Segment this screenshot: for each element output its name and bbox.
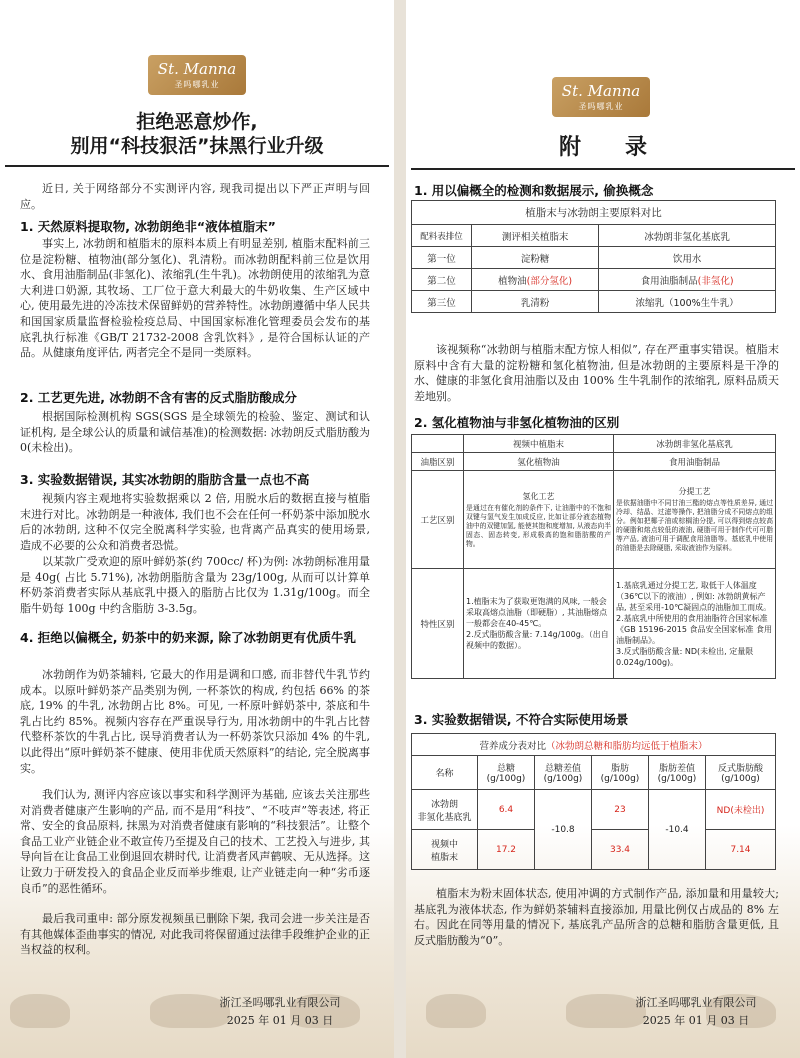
table-cell: 氢化植物油 — [464, 453, 614, 471]
logo-brand-text: St. Manna — [157, 60, 237, 78]
table-row — [412, 790, 776, 830]
table-row-label: 特性区别 — [412, 569, 464, 679]
cell-text: 1.基底乳通过分提工艺, 取低于人体温度（36℃以下的液油）, 例如: 冰勃朗黄标产品, 甚至采用-10℃凝固点的油脂加工而成。 2.基底乳中所使用的食用油脂符合国家标准《GB 15196-2015 食品安全国家标准 食用油脂制品》。 3.反式脂肪酸含量: ND(未检出, 定量限0.024g/100g)。 — [616, 580, 773, 667]
table-caption: 植脂末与冰勃朗主要原料对比 — [412, 201, 776, 225]
signature-date: 2025 年 01 月 03 日 — [642, 1014, 750, 1027]
section-3-body-2: 以某款广受欢迎的原叶鲜奶茶(约 700cc/ 杯)为例: 冰勃朗标准用量是 40g( 占比 5.71%), 冰勃朗脂肪含量为 23g/100g, 从而可以计算单杯奶茶消费者实际从基底乳中摄入的脂肪占比仅为 1.31g/100g。而全脂牛奶每 100g 中约含脂肪 3-3.5g。 — [20, 555, 370, 615]
cell-red-note: (非氢化) — [697, 275, 734, 287]
table-row — [412, 453, 776, 471]
table-cell: 食用油脂制品 — [614, 453, 776, 471]
table-header-cell: 测评相关植脂末 — [472, 225, 599, 247]
cow-background-illustration — [426, 994, 486, 1028]
cell-text: 食用油脂制品 — [640, 275, 698, 287]
caption-red-note: （冰勃朗总糖和脂肪均远低于植脂末） — [546, 740, 708, 752]
caption-text: 营养成分表对比 — [479, 740, 546, 752]
cell-text: 淀粉糖 — [520, 253, 550, 265]
table-cell: 第三位 — [412, 291, 472, 313]
table-cell: -10.8 — [535, 790, 592, 870]
table-cell: 第一位 — [412, 247, 472, 269]
cow-background-illustration — [10, 994, 70, 1028]
appendix-title: 附 录 — [558, 135, 647, 160]
table-cell — [614, 569, 776, 679]
cell-text: 是依据油脂中不同甘油三酯的熔点等性质差异, 通过冷却、结晶、过滤等操作, 把油脂分成不同熔点的组分。例如把椰子油或棕榈油分提, 可以得到熔点较高的硬脂和熔点较低的液油, 硬脂可用于制作代可可脂等产品, 液油可用于调配食用油脂等。基底乳中使用的油脂是去除硬脂, 采取液油作为原料。 — [616, 499, 773, 552]
signature-company: 浙江圣吗哪乳业有限公司 — [635, 996, 757, 1009]
appendix-section-3-body: 植脂末为粉末固体状态, 使用冲调的方式制作产品, 添加量和用量较大; 基底乳为液体状态, 作为鲜奶茶辅料直接添加, 用量比例仅占成品的 8% 左右。因此在同等用量的情况下, 基底乳产品所含的总糖和脂肪含量更低, 且反式脂肪酸为“0”。 — [414, 887, 779, 947]
table-header-cell: 脂肪差值 (g/100g) — [649, 756, 706, 790]
table-cell — [599, 269, 776, 291]
table-cell: 6.4 — [478, 790, 535, 830]
signature-date: 2025 年 01 月 03 日 — [226, 1014, 334, 1027]
table-cell — [472, 247, 599, 269]
section-2-heading: 2. 工艺更先进, 冰勃朗不含有害的反式脂肪酸成分 — [20, 390, 297, 405]
table-header-cell: 名称 — [412, 756, 478, 790]
table-header-cell: 视频中植脂末 — [464, 435, 614, 453]
table-cell — [614, 471, 776, 569]
appendix-section-3-heading: 3. 实验数据错误, 不符合实际使用场景 — [414, 712, 629, 727]
page-title — [0, 110, 394, 158]
table-cell — [599, 291, 776, 313]
table-cell: ND(未检出) — [706, 790, 776, 830]
table-cell — [464, 569, 614, 679]
cell-text: 是通过在有催化剂的条件下, 让油脂中的不饱和双键与氢气发生加成反应, 比如让部分液态植物油中的双键加氢, 能使其饱和度增加, 从液态向半固态、固态转变, 形成极高的饱和脂肪酸的产物。 — [466, 503, 611, 548]
logo-chinese-text: 圣吗哪乳业 — [174, 80, 220, 89]
table-row — [412, 291, 776, 313]
table-row-label: 工艺区别 — [412, 471, 464, 569]
section-4-heading: 4. 拒绝以偏概全, 奶茶中的奶来源, 除了冰勃朗更有优质牛乳 — [20, 630, 356, 645]
oil-comparison-table — [411, 434, 776, 679]
table-caption — [412, 734, 776, 756]
section-2-body: 根据国际检测机构 SGS(SGS 是全球领先的检验、鉴定、测试和认证机构, 是全球公认的质量和诚信基准)的检测数据: 冰勃朗反式脂肪酸为 0(未检出)。 — [20, 410, 370, 455]
table-cell: -10.4 — [649, 790, 706, 870]
table-cell: 第二位 — [412, 269, 472, 291]
table-cell: 7.14 — [706, 830, 776, 870]
brand-logo — [148, 55, 246, 95]
ingredients-comparison-table — [411, 200, 776, 313]
table-cell — [464, 471, 614, 569]
brand-logo — [552, 77, 650, 117]
table-row — [412, 830, 776, 870]
logo-brand-text: St. Manna — [561, 82, 641, 100]
table-row — [412, 471, 776, 569]
table-header-cell: 反式脂肪酸 (g/100g) — [706, 756, 776, 790]
table-row — [412, 247, 776, 269]
table-cell: 33.4 — [592, 830, 649, 870]
table-cell — [599, 247, 776, 269]
cell-text: 1.植脂末为了获取更饱满的风味, 一般会采取高熔点油脂（即硬脂）, 其油脂熔点一般都会在40-45℃。 2.反式脂肪酸含量: 7.14g/100g。（出自视频中的数据）。 — [466, 597, 609, 650]
table-header-cell — [412, 435, 464, 453]
section-1-body: 事实上, 冰勃朗和植脂末的原料本质上有明显差别, 植脂末配料前三位是淀粉糖、植物油(部分氢化)、乳清粉。而冰勃朗配料前三位是饮用水、食用油脂制品(非氢化)、浓缩乳(生牛乳)。冰勃朗使用的浓缩乳为意大利进口奶源, 其牧场、工厂位于意大利最大的牛奶收集、生产区域中心, 使用最先进的冷冻技术保留鲜奶的营养特性。冰勃朗遵循中华人民共和国国家质量监督检验检疫总局、中国国家标准化管理委员会发布的基底乳执行标准《GB/T 21732-2008 含乳饮料》, 是符合国标认证的产品。从健康角度评估, 两者完全不是同一类原料。 — [20, 237, 370, 360]
title-divider — [5, 165, 389, 167]
title-line-1: 拒绝恶意炒作, — [136, 111, 258, 133]
cell-text: 植物油 — [498, 275, 527, 287]
signature-company: 浙江圣吗哪乳业有限公司 — [219, 996, 341, 1009]
nutrition-comparison-table — [411, 733, 776, 870]
table-cell — [472, 291, 599, 313]
table-row — [412, 269, 776, 291]
cell-text: 饮用水 — [672, 253, 702, 265]
section-5-body: 我们认为, 测评内容应该以事实和科学测评为基础, 应该去关注那些对消费者健康产生影响的产品, 而不是用“科技”、“不吱声”等表述, 将正常、安全的食品原料, 抹黑为对消费者健康有影响的“科技狠活”。让整个食品工业产业链企业不敢宣传乃至提及自己的技术、工艺投入与进步, 其导向旨在让食品工业倒退回农耕时代, 让消费者风声鹤唳、无从选择。这让致力于研发投入的食品企业反而举步维艰, 让产业链走向一种“劣币逐良币”的恶性循环。 — [20, 788, 370, 895]
statement-page — [0, 0, 394, 1058]
cell-title: 氢化工艺 — [522, 491, 555, 501]
intro-paragraph: 近日, 关于网络部分不实测评内容, 现我司提出以下严正声明与回应。 — [20, 182, 370, 211]
appendix-section-2-heading: 2. 氢化植物油与非氢化植物油的区别 — [414, 415, 620, 430]
section-3-body-1: 视频内容主观地将实验数据乘以 2 倍, 用脱水后的数据直接与植脂末进行对比。冰勃朗是一种液体, 我们也不会在任何一杯奶茶中添加脱水后的冰勃朗, 这种不仅完全脱离科学实验, 也背离产品真实的使用场景, 造成不必要的公众和消费者恐慌。 — [20, 492, 370, 552]
cell-red-note: (部分氢化) — [526, 275, 573, 287]
table-cell: 23 — [592, 790, 649, 830]
section-1-heading: 1. 天然原料提取物, 冰勃朗绝非“液体植脂末” — [20, 219, 276, 234]
table-cell — [472, 269, 599, 291]
cell-title: 分提工艺 — [678, 487, 711, 496]
section-4-body: 冰勃朗作为奶茶辅料, 它最大的作用是调和口感, 而非替代牛乳节约成本。以原叶鲜奶茶产品类别为例, 一杯茶饮的构成, 约包括 66% 的茶底, 19% 的牛乳, 冰勃朗占比 8%。可见, 一杯原叶鲜奶茶中, 茶底和牛乳占比约 85%。视频内容存在严重误导行为, 用冰勃朗中的牛乳占比替代整杯茶饮的牛乳占比, 误导消费者认为一杯奶茶饮只添加 4% 的牛乳, 以此得出“原叶鲜奶茶不健康、使用非优质天然原料”的结论, 完全脱离事实。 — [20, 668, 370, 775]
title-divider — [411, 168, 795, 170]
table-row-label: 冰勃朗 非氢化基底乳 — [412, 790, 478, 830]
title-line-2: 别用“科技狠活”抹黑行业升级 — [70, 135, 324, 157]
table-row — [412, 569, 776, 679]
table-row-label: 视频中 植脂末 — [412, 830, 478, 870]
table-header-cell: 脂肪 (g/100g) — [592, 756, 649, 790]
table-row-label: 油脂区别 — [412, 453, 464, 471]
cell-text: 浓缩乳（100%生牛乳） — [635, 297, 739, 309]
cell-text: 乳清粉 — [520, 297, 550, 309]
appendix-section-1-body: 该视频称“冰勃朗与植脂末配方惊人相似”, 存在严重事实错误。植脂末原料中含有大量的淀粉糖和氢化植物油, 但是冰勃朗的主要原料是干净的水、健康的非氢化食用油脂以及由 100% 生牛乳制作的浓缩乳, 原料品质天差地别。 — [414, 343, 779, 403]
table-cell: 17.2 — [478, 830, 535, 870]
table-header-cell: 总糖差值 (g/100g) — [535, 756, 592, 790]
signature-block — [606, 994, 786, 1030]
closing-paragraph: 最后我司重申: 部分原发视频虽已删除下架, 我司会进一步关注是否有其他媒体歪曲事实的情况, 对此我司将保留通过法律手段维护企业的正当权益的权利。 — [20, 912, 370, 957]
section-3-heading: 3. 实验数据错误, 其实冰勃朗的脂肪含量一点也不高 — [20, 472, 310, 487]
appendix-page — [406, 0, 800, 1058]
logo-chinese-text: 圣吗哪乳业 — [578, 102, 624, 111]
table-header-cell: 冰勃朗非氢化基底乳 — [599, 225, 776, 247]
table-header-cell: 配料表排位 — [412, 225, 472, 247]
appendix-section-1-heading: 1. 用以偏概全的检测和数据展示, 偷换概念 — [414, 183, 654, 198]
page-gutter — [394, 0, 406, 1058]
signature-block — [190, 994, 370, 1030]
table-header-cell: 冰勃朗非氢化基底乳 — [614, 435, 776, 453]
table-header-cell: 总糖 (g/100g) — [478, 756, 535, 790]
